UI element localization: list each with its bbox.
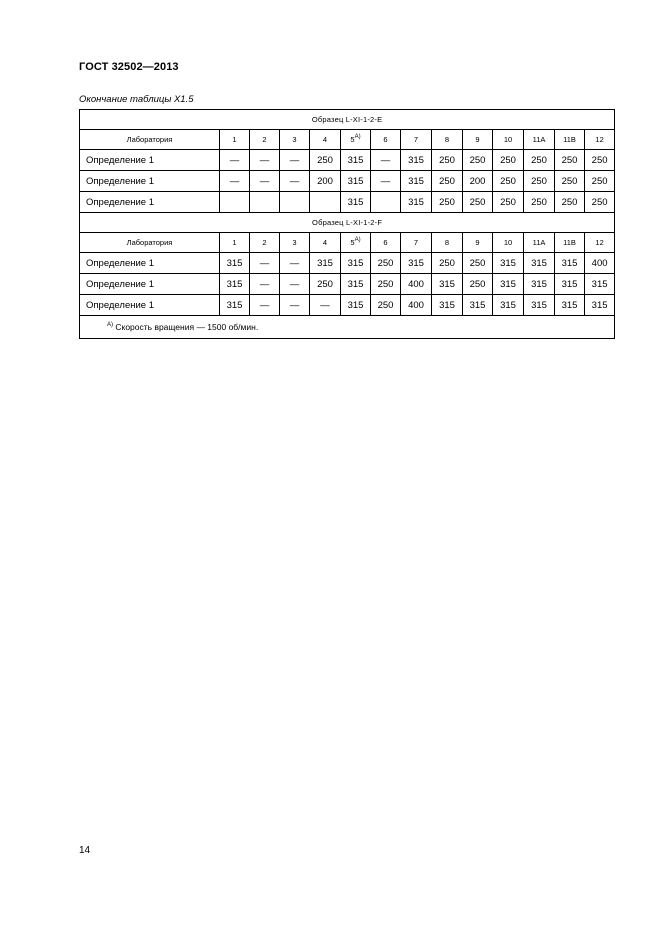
table-cell: 315 — [463, 295, 493, 316]
table-cell: 250 — [463, 150, 493, 171]
row-label: Определение 1 — [80, 171, 220, 192]
table-cell: 200 — [463, 171, 493, 192]
column-header — [585, 130, 615, 150]
footnote-marker: A) — [354, 237, 361, 243]
section-title: Образец L-XI-1-2-F — [80, 213, 615, 233]
table-cell: — — [250, 274, 280, 295]
column-header-label: 8 — [444, 238, 450, 247]
table-cell: 250 — [463, 192, 493, 213]
column-header-label: 5 — [350, 238, 355, 247]
table-cell: 250 — [524, 192, 555, 213]
table-cell — [220, 192, 250, 213]
column-header-row — [80, 130, 615, 150]
column-header-label: 11B — [563, 238, 576, 247]
row-label: Определение 1 — [80, 192, 220, 213]
column-header — [220, 233, 250, 253]
column-header-label: 4 — [322, 135, 328, 144]
column-header — [310, 233, 341, 253]
table-cell: 250 — [555, 171, 585, 192]
column-header — [463, 130, 493, 150]
table-cell: 250 — [432, 253, 463, 274]
table-cell: 315 — [220, 274, 250, 295]
table-cell: 250 — [555, 150, 585, 171]
column-header-label: 6 — [383, 238, 388, 247]
column-header-label: 10 — [503, 135, 513, 144]
column-header — [371, 233, 401, 253]
table-cell: 315 — [555, 253, 585, 274]
column-header — [280, 233, 310, 253]
column-header-label: 2 — [262, 238, 267, 247]
table-cell: 315 — [401, 253, 432, 274]
footnote-marker: A) — [354, 134, 361, 140]
header-laboratory: Лаборатория — [80, 233, 220, 253]
table-cell: — — [250, 171, 280, 192]
table-row — [80, 171, 615, 192]
column-header — [555, 130, 585, 150]
table-cell — [310, 192, 341, 213]
table-cell: — — [250, 295, 280, 316]
table-cell: 315 — [585, 295, 615, 316]
column-header-label: 11A — [532, 238, 546, 247]
column-header — [280, 130, 310, 150]
column-header — [220, 130, 250, 150]
table-cell: 315 — [341, 253, 371, 274]
table-row — [80, 274, 615, 295]
column-header-label: 6 — [383, 135, 388, 144]
table-cell: 315 — [341, 295, 371, 316]
column-header-label: 4 — [322, 238, 328, 247]
table-cell: 250 — [524, 150, 555, 171]
column-header — [341, 233, 371, 253]
table-cell: 315 — [401, 171, 432, 192]
footnote-text: Скорость вращения — 1500 об/мин. — [115, 322, 259, 332]
table-cell: 250 — [493, 150, 524, 171]
column-header-label: 7 — [413, 135, 419, 144]
section-title-row — [80, 110, 615, 130]
column-header-label: 3 — [292, 238, 297, 247]
table-cell: — — [220, 150, 250, 171]
table-cell: 315 — [493, 253, 524, 274]
column-header-label: 1 — [232, 135, 237, 144]
column-header-label: 12 — [595, 135, 604, 144]
table-row — [80, 150, 615, 171]
table-cell: 315 — [493, 295, 524, 316]
table-cell: — — [371, 150, 401, 171]
table-cell: — — [280, 253, 310, 274]
row-label: Определение 1 — [80, 274, 220, 295]
table-cell: 250 — [493, 171, 524, 192]
row-label: Определение 1 — [80, 253, 220, 274]
table-cell: 315 — [220, 295, 250, 316]
column-header — [310, 130, 341, 150]
table-cell: 315 — [493, 274, 524, 295]
document-header: ГОСТ 32502—2013 — [79, 61, 179, 73]
table-cell: 315 — [585, 274, 615, 295]
column-header — [250, 233, 280, 253]
table-cell: — — [250, 150, 280, 171]
table-cell: 250 — [585, 192, 615, 213]
table-cell: 250 — [524, 171, 555, 192]
table-cell: 315 — [341, 150, 371, 171]
table-cell: 250 — [371, 253, 401, 274]
table-cell: 250 — [493, 192, 524, 213]
table-row — [80, 253, 615, 274]
footnote-row — [80, 316, 615, 339]
table-cell — [371, 192, 401, 213]
table-cell: — — [280, 295, 310, 316]
table-cell: — — [250, 253, 280, 274]
table-cell: 315 — [341, 192, 371, 213]
table-cell: 250 — [310, 150, 341, 171]
column-header-label: 5 — [350, 135, 355, 144]
table-cell: — — [280, 150, 310, 171]
footnote-marker: A) — [107, 322, 113, 328]
column-header-label: 1 — [232, 238, 237, 247]
page-number: 14 — [79, 845, 91, 856]
table-caption: Окончание таблицы X1.5 — [79, 94, 194, 105]
table-row — [80, 295, 615, 316]
table-cell: — — [310, 295, 341, 316]
section-title: Образец L-XI-1-2-E — [80, 110, 615, 130]
table-cell: 315 — [401, 192, 432, 213]
table-cell: 250 — [463, 274, 493, 295]
table-cell: 250 — [310, 274, 341, 295]
column-header — [493, 130, 524, 150]
column-header-label: 2 — [262, 135, 267, 144]
column-header — [341, 130, 371, 150]
column-header-label: 11A — [532, 135, 546, 144]
table-row — [80, 192, 615, 213]
results-table — [79, 109, 615, 339]
column-header-label: 9 — [475, 238, 480, 247]
column-header — [493, 233, 524, 253]
table-cell: 250 — [371, 274, 401, 295]
column-header — [401, 130, 432, 150]
table-cell: 400 — [401, 295, 432, 316]
column-header-label: 7 — [413, 238, 419, 247]
table-cell: — — [280, 171, 310, 192]
column-header — [371, 130, 401, 150]
table-cell: 315 — [524, 295, 555, 316]
table-cell: 250 — [432, 150, 463, 171]
column-header-label: 10 — [503, 238, 513, 247]
table-cell: 315 — [432, 274, 463, 295]
table-cell: — — [371, 171, 401, 192]
table-cell: 315 — [341, 171, 371, 192]
row-label: Определение 1 — [80, 150, 220, 171]
table-cell — [280, 192, 310, 213]
table-cell: 315 — [310, 253, 341, 274]
column-header — [250, 130, 280, 150]
section-title-row — [80, 213, 615, 233]
table-cell — [250, 192, 280, 213]
table-cell: 250 — [555, 192, 585, 213]
table-cell: 315 — [524, 253, 555, 274]
table-cell: 250 — [585, 150, 615, 171]
table-cell: 250 — [432, 171, 463, 192]
column-header-label: 8 — [444, 135, 450, 144]
column-header — [524, 233, 555, 253]
table-cell: 315 — [524, 274, 555, 295]
table-cell: 315 — [401, 150, 432, 171]
footnote — [80, 316, 615, 339]
column-header-row — [80, 233, 615, 253]
column-header-label: 3 — [292, 135, 297, 144]
table-cell: 200 — [310, 171, 341, 192]
table-cell: 250 — [371, 295, 401, 316]
table-cell: 400 — [585, 253, 615, 274]
table-cell: 400 — [401, 274, 432, 295]
table-cell: 315 — [555, 274, 585, 295]
table-cell: 250 — [585, 171, 615, 192]
column-header — [432, 130, 463, 150]
column-header — [524, 130, 555, 150]
column-header-label: 11B — [563, 135, 576, 144]
column-header-label: 12 — [595, 238, 604, 247]
column-header — [585, 233, 615, 253]
table-cell: 315 — [341, 274, 371, 295]
table-cell: 315 — [432, 295, 463, 316]
table-cell: 250 — [432, 192, 463, 213]
table-cell: 250 — [463, 253, 493, 274]
column-header — [432, 233, 463, 253]
table-cell: 315 — [555, 295, 585, 316]
column-header — [555, 233, 585, 253]
row-label: Определение 1 — [80, 295, 220, 316]
table-cell: 315 — [220, 253, 250, 274]
column-header — [463, 233, 493, 253]
table-cell: — — [280, 274, 310, 295]
table-cell: — — [220, 171, 250, 192]
header-laboratory: Лаборатория — [80, 130, 220, 150]
column-header-label: 9 — [475, 135, 480, 144]
column-header — [401, 233, 432, 253]
